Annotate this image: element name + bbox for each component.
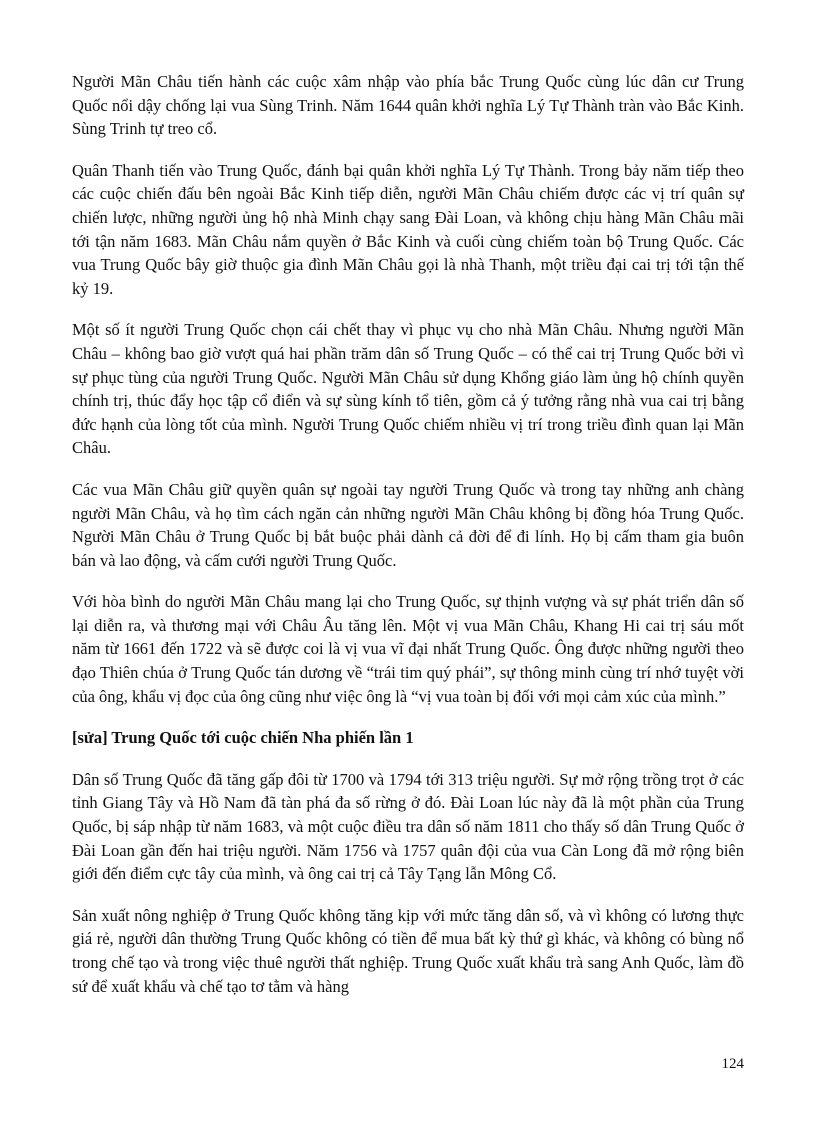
paragraph-kangxi: Với hòa bình do người Mãn Châu mang lại cho Trung Quốc, sự thịnh vượng và sự phát triển dân số lại diễn ra, và thương mại với Châu Âu tăng lên. Một vị vua Mãn Châu, Khang Hi cai trị sáu mốt năm từ 1661 đến 1722 và sẽ được coi là vị vua vĩ đại nhất Trung Quốc. Ông được những người theo đạo Thiên chúa ở Trung Quốc tán dương về “trái tim quý phái”, sự thông minh cùng trí nhớ tuyệt vời của ông, khẩu vị đọc của ông cũng như việc ông là “vị vua toàn bị đối với mọi cảm xúc của mình.” [72, 592, 744, 706]
paragraph-manchu-rule: Một số ít người Trung Quốc chọn cái chết thay vì phục vụ cho nhà Mãn Châu. Nhưng người Mãn Châu – không bao giờ vượt quá hai phần trăm dân số Trung Quốc – có thể cai trị Trung Quốc bởi vì sự phục tùng của người Trung Quốc. Người Mãn Châu sử dụng Khổng giáo làm ủng hộ chính quyền chính trị, thúc đẩy học tập cổ điển và sự sùng kính tổ tiên, gồm cả ý tưởng rằng nhà vua cai trị bằng đức hạnh của lòng tốt của mình. Người Trung Quốc chiếm nhiều vị trí trong triều đình quan lại Mãn Châu. [72, 320, 744, 458]
paragraph-manchu-military: Các vua Mãn Châu giữ quyền quân sự ngoài tay người Trung Quốc và trong tay những anh chàng người Mãn Châu, và họ tìm cách ngăn cản những người Mãn Châu không bị đồng hóa Trung Quốc. Người Mãn Châu ở Trung Quốc bị bắt buộc phải dành cả đời để đi lính. Họ bị cấm tham gia buôn bán và lao động, và cấm cưới người Trung Quốc. [72, 479, 744, 570]
paragraph-agriculture: Sản xuất nông nghiệp ở Trung Quốc không tăng kịp với mức tăng dân số, và vì không có lương thực giá rẻ, người dân thường Trung Quốc không có tiền để mua bất kỳ thứ gì khác, và không có bùng nổ trong chế tạo và trong việc thuê người thất nghiệp. Trung Quốc xuất khẩu trà sang Anh Quốc, làm đồ sứ để xuất khẩu và chế tạo tơ tằm và hàng [72, 905, 744, 996]
paragraph-manchu-incursions: Người Mãn Châu tiến hành các cuộc xâm nhập vào phía bắc Trung Quốc cùng lúc dân cư Trung Quốc nổi dậy chống lại vua Sùng Trinh. Năm 1644 quân khởi nghĩa Lý Tự Thành tràn vào Bắc Kinh. Sùng Trinh tự treo cổ. [72, 72, 744, 139]
section-heading: [sửa] Trung Quốc tới cuộc chiến Nha phiến lần 1 [72, 728, 414, 748]
paragraph-population: Dân số Trung Quốc đã tăng gấp đôi từ 1700 và 1794 tới 313 triệu người. Sự mở rộng trồng trọt ở các tỉnh Giang Tây và Hồ Nam đã tàn phá đa số rừng ở đó. Đài Loan lúc này đã là một phần của Trung Quốc, bị sáp nhập từ năm 1683, và một cuộc điều tra dân số năm 1811 cho thấy số dân Trung Quốc ở Đài Loan gần đến hai triệu người. Năm 1756 và 1757 quân đội của vua Càn Long đã mở rộng biên giới đến điểm cực tây của mình, và ông cai trị cả Tây Tạng lẫn Mông Cổ. [72, 769, 744, 884]
paragraph-qing-conquest: Quân Thanh tiến vào Trung Quốc, đánh bại quân khởi nghĩa Lý Tự Thành. Trong bảy năm tiếp theo các cuộc chiến đấu bên ngoài Bắc Kinh tiếp diễn, người Mãn Châu chiếm được các vị trí quân sự chiến lược, những người ủng hộ nhà Minh chạy sang Đài Loan, và không chịu hàng Mãn Châu mãi tới tận năm 1683. Mãn Châu nắm quyền ở Bắc Kinh và cuối cùng chiếm toàn bộ Trung Quốc. Các vua Trung Quốc bây giờ thuộc gia đình Mãn Châu gọi là nhà Thanh, một triều đại cai trị tới tận thế kỷ 19. [72, 160, 744, 298]
document-page [72, 70, 744, 1016]
page-number: 124 [721, 1056, 744, 1072]
